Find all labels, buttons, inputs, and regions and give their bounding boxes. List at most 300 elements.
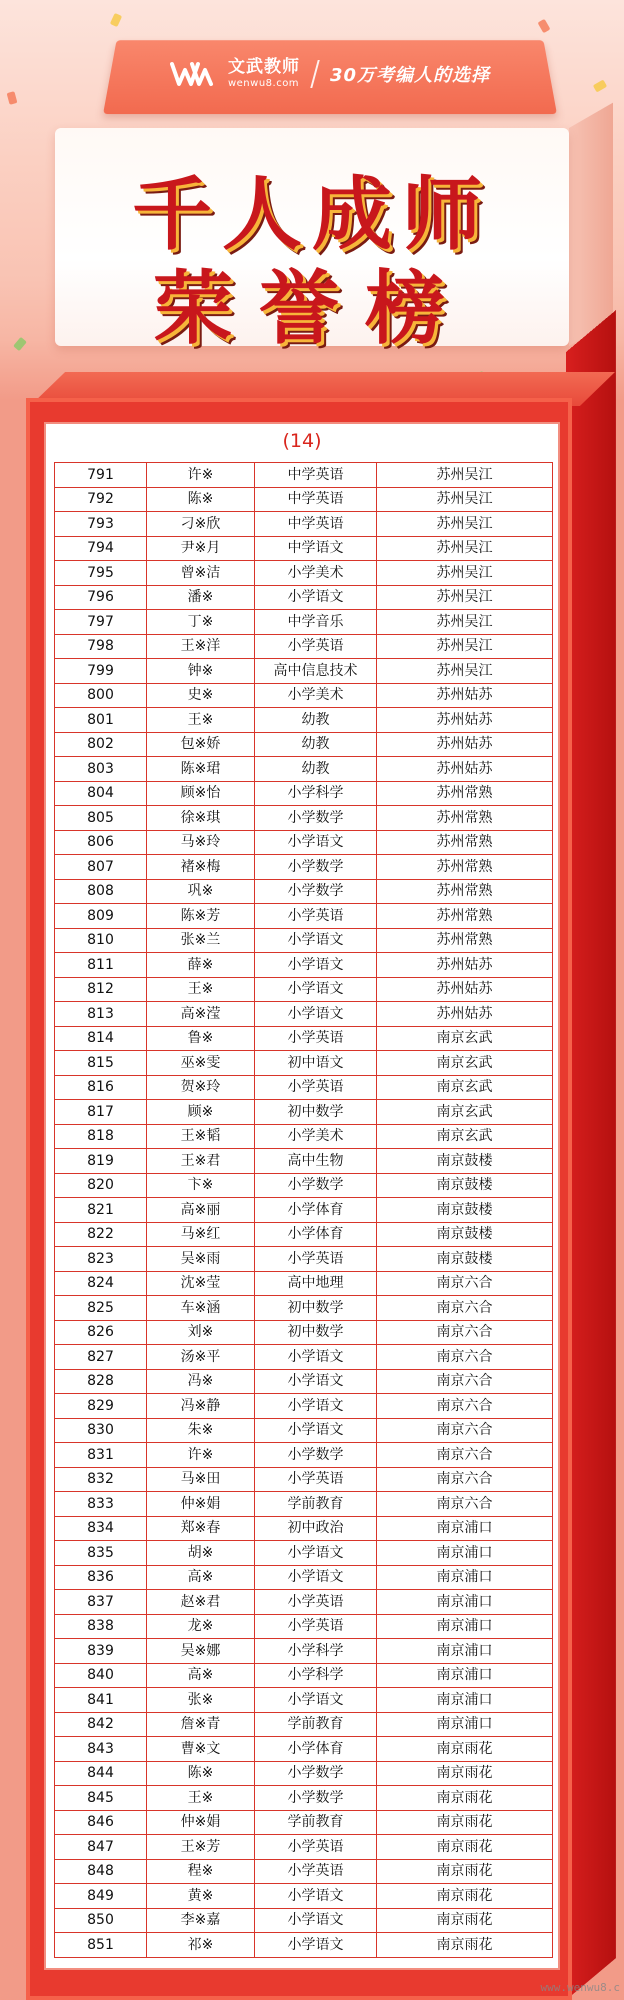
subject-cell: 小学美术 xyxy=(255,561,377,586)
row-number-cell: 803 xyxy=(55,757,147,782)
table-row xyxy=(55,1614,553,1639)
subject-cell: 小学数学 xyxy=(255,1786,377,1811)
subject-cell: 小学英语 xyxy=(255,1590,377,1615)
confetti xyxy=(110,13,122,27)
subject-cell: 小学科学 xyxy=(255,781,377,806)
region-cell: 南京浦口 xyxy=(377,1688,553,1713)
subject-cell: 小学语文 xyxy=(255,1345,377,1370)
table-row xyxy=(55,1100,553,1125)
table-row xyxy=(55,830,553,855)
teacher-name-cell: 卞※ xyxy=(147,1173,255,1198)
row-number-cell: 833 xyxy=(55,1492,147,1517)
region-cell: 南京玄武 xyxy=(377,1051,553,1076)
table-row xyxy=(55,855,553,880)
subject-cell: 小学英语 xyxy=(255,1026,377,1051)
table-row xyxy=(55,1884,553,1909)
row-number-cell: 836 xyxy=(55,1565,147,1590)
title-plaque xyxy=(55,128,569,355)
row-number-cell: 806 xyxy=(55,830,147,855)
region-cell: 苏州吴江 xyxy=(377,463,553,488)
table-row xyxy=(55,659,553,684)
table-row xyxy=(55,1859,553,1884)
teacher-name-cell: 高※ xyxy=(147,1565,255,1590)
teacher-name-cell: 李※嘉 xyxy=(147,1908,255,1933)
header-divider xyxy=(310,60,320,88)
teacher-name-cell: 史※ xyxy=(147,683,255,708)
subject-cell: 小学数学 xyxy=(255,1443,377,1468)
table-row xyxy=(55,1124,553,1149)
region-cell: 南京浦口 xyxy=(377,1639,553,1664)
region-cell: 苏州常熟 xyxy=(377,879,553,904)
row-number-cell: 816 xyxy=(55,1075,147,1100)
teacher-name-cell: 巫※雯 xyxy=(147,1051,255,1076)
region-cell: 苏州姑苏 xyxy=(377,977,553,1002)
table-row xyxy=(55,1198,553,1223)
subject-cell: 小学数学 xyxy=(255,879,377,904)
table-row xyxy=(55,1051,553,1076)
table-row xyxy=(55,1002,553,1027)
subject-cell: 初中语文 xyxy=(255,1051,377,1076)
row-number-cell: 805 xyxy=(55,806,147,831)
subject-cell: 中学音乐 xyxy=(255,610,377,635)
teacher-name-cell: 徐※琪 xyxy=(147,806,255,831)
row-number-cell: 827 xyxy=(55,1345,147,1370)
region-cell: 南京六合 xyxy=(377,1296,553,1321)
region-cell: 南京六合 xyxy=(377,1418,553,1443)
subject-cell: 小学数学 xyxy=(255,855,377,880)
teacher-name-cell: 潘※ xyxy=(147,585,255,610)
teacher-name-cell: 马※玲 xyxy=(147,830,255,855)
region-cell: 南京六合 xyxy=(377,1492,553,1517)
row-number-cell: 829 xyxy=(55,1394,147,1419)
row-number-cell: 796 xyxy=(55,585,147,610)
teacher-name-cell: 王※ xyxy=(147,708,255,733)
region-cell: 南京雨花 xyxy=(377,1737,553,1762)
subject-cell: 小学语文 xyxy=(255,1541,377,1566)
region-cell: 南京浦口 xyxy=(377,1565,553,1590)
table-row xyxy=(55,1394,553,1419)
teacher-name-cell: 陈※珺 xyxy=(147,757,255,782)
row-number-cell: 847 xyxy=(55,1835,147,1860)
honor-table-body xyxy=(55,463,553,1958)
subject-cell: 学前教育 xyxy=(255,1810,377,1835)
row-number-cell: 810 xyxy=(55,928,147,953)
table-row xyxy=(55,610,553,635)
row-number-cell: 830 xyxy=(55,1418,147,1443)
region-cell: 南京玄武 xyxy=(377,1100,553,1125)
subject-cell: 小学语文 xyxy=(255,830,377,855)
subject-cell: 小学英语 xyxy=(255,1614,377,1639)
teacher-name-cell: 马※红 xyxy=(147,1222,255,1247)
table-row xyxy=(55,1712,553,1737)
row-number-cell: 804 xyxy=(55,781,147,806)
region-cell: 苏州姑苏 xyxy=(377,732,553,757)
subject-cell: 小学语文 xyxy=(255,1565,377,1590)
teacher-name-cell: 沈※莹 xyxy=(147,1271,255,1296)
teacher-name-cell: 丁※ xyxy=(147,610,255,635)
row-number-cell: 792 xyxy=(55,487,147,512)
teacher-name-cell: 詹※青 xyxy=(147,1712,255,1737)
box-side xyxy=(566,310,616,2000)
subject-cell: 小学语文 xyxy=(255,1418,377,1443)
row-number-cell: 851 xyxy=(55,1933,147,1958)
header-bar xyxy=(120,50,540,98)
teacher-name-cell: 尹※月 xyxy=(147,536,255,561)
row-number-cell: 839 xyxy=(55,1639,147,1664)
subject-cell: 小学语文 xyxy=(255,585,377,610)
subject-cell: 小学语文 xyxy=(255,977,377,1002)
teacher-name-cell: 冯※ xyxy=(147,1369,255,1394)
row-number-cell: 841 xyxy=(55,1688,147,1713)
table-row xyxy=(55,536,553,561)
region-cell: 南京浦口 xyxy=(377,1663,553,1688)
subject-cell: 小学美术 xyxy=(255,1124,377,1149)
brand-logo xyxy=(228,59,300,89)
teacher-name-cell: 程※ xyxy=(147,1859,255,1884)
teacher-name-cell: 曹※文 xyxy=(147,1737,255,1762)
subject-cell: 小学科学 xyxy=(255,1663,377,1688)
teacher-name-cell: 赵※君 xyxy=(147,1590,255,1615)
honor-list-panel xyxy=(44,422,560,1970)
region-cell: 苏州姑苏 xyxy=(377,953,553,978)
subject-cell: 小学英语 xyxy=(255,1467,377,1492)
region-cell: 南京鼓楼 xyxy=(377,1247,553,1272)
teacher-name-cell: 许※ xyxy=(147,463,255,488)
table-row xyxy=(55,1418,553,1443)
region-cell: 苏州吴江 xyxy=(377,512,553,537)
table-row xyxy=(55,1663,553,1688)
region-cell: 南京浦口 xyxy=(377,1541,553,1566)
table-row xyxy=(55,463,553,488)
row-number-cell: 844 xyxy=(55,1761,147,1786)
brand-name-cn: 文武教师 xyxy=(227,57,300,77)
subject-cell: 小学英语 xyxy=(255,1835,377,1860)
region-cell: 苏州常熟 xyxy=(377,928,553,953)
subject-cell: 小学语文 xyxy=(255,928,377,953)
subject-cell: 小学体育 xyxy=(255,1737,377,1762)
table-row xyxy=(55,1908,553,1933)
region-cell: 南京玄武 xyxy=(377,1075,553,1100)
subject-cell: 小学英语 xyxy=(255,904,377,929)
region-cell: 苏州姑苏 xyxy=(377,708,553,733)
region-cell: 苏州常熟 xyxy=(377,806,553,831)
subject-cell: 小学语文 xyxy=(255,1369,377,1394)
row-number-cell: 819 xyxy=(55,1149,147,1174)
table-row xyxy=(55,879,553,904)
table-row xyxy=(55,1320,553,1345)
table-row xyxy=(55,1590,553,1615)
teacher-name-cell: 顾※怡 xyxy=(147,781,255,806)
table-row xyxy=(55,781,553,806)
region-cell: 南京六合 xyxy=(377,1369,553,1394)
teacher-name-cell: 陈※ xyxy=(147,1761,255,1786)
region-cell: 南京鼓楼 xyxy=(377,1222,553,1247)
row-number-cell: 825 xyxy=(55,1296,147,1321)
honor-table xyxy=(54,462,553,1958)
subject-cell: 初中数学 xyxy=(255,1320,377,1345)
region-cell: 苏州吴江 xyxy=(377,561,553,586)
table-row xyxy=(55,708,553,733)
table-row xyxy=(55,1810,553,1835)
subject-cell: 初中数学 xyxy=(255,1296,377,1321)
row-number-cell: 809 xyxy=(55,904,147,929)
teacher-name-cell: 钟※ xyxy=(147,659,255,684)
title-line-2: 荣誉榜 xyxy=(153,261,471,355)
title-line-1: 千人成师 xyxy=(132,167,492,261)
table-row xyxy=(55,1516,553,1541)
teacher-name-cell: 仲※娟 xyxy=(147,1492,255,1517)
table-row xyxy=(55,1026,553,1051)
teacher-name-cell: 陈※ xyxy=(147,487,255,512)
region-cell: 南京雨花 xyxy=(377,1933,553,1958)
row-number-cell: 795 xyxy=(55,561,147,586)
row-number-cell: 802 xyxy=(55,732,147,757)
teacher-name-cell: 高※ xyxy=(147,1663,255,1688)
row-number-cell: 791 xyxy=(55,463,147,488)
table-row xyxy=(55,904,553,929)
subject-cell: 中学英语 xyxy=(255,487,377,512)
table-row xyxy=(55,634,553,659)
teacher-name-cell: 祁※ xyxy=(147,1933,255,1958)
table-row xyxy=(55,1933,553,1958)
row-number-cell: 826 xyxy=(55,1320,147,1345)
row-number-cell: 811 xyxy=(55,953,147,978)
region-cell: 苏州吴江 xyxy=(377,610,553,635)
row-number-cell: 801 xyxy=(55,708,147,733)
region-cell: 苏州吴江 xyxy=(377,487,553,512)
row-number-cell: 821 xyxy=(55,1198,147,1223)
row-number-cell: 820 xyxy=(55,1173,147,1198)
subject-cell: 小学科学 xyxy=(255,1639,377,1664)
row-number-cell: 848 xyxy=(55,1859,147,1884)
table-row xyxy=(55,1786,553,1811)
subject-cell: 幼教 xyxy=(255,708,377,733)
subject-cell: 小学数学 xyxy=(255,1173,377,1198)
subject-cell: 学前教育 xyxy=(255,1712,377,1737)
region-cell: 南京六合 xyxy=(377,1345,553,1370)
subject-cell: 高中信息技术 xyxy=(255,659,377,684)
subject-cell: 高中地理 xyxy=(255,1271,377,1296)
region-cell: 南京雨花 xyxy=(377,1884,553,1909)
row-number-cell: 807 xyxy=(55,855,147,880)
table-row xyxy=(55,1149,553,1174)
teacher-name-cell: 顾※ xyxy=(147,1100,255,1125)
subject-cell: 幼教 xyxy=(255,732,377,757)
teacher-name-cell: 高※滢 xyxy=(147,1002,255,1027)
table-row xyxy=(55,953,553,978)
region-cell: 南京雨花 xyxy=(377,1859,553,1884)
row-number-cell: 794 xyxy=(55,536,147,561)
row-number-cell: 823 xyxy=(55,1247,147,1272)
row-number-cell: 832 xyxy=(55,1467,147,1492)
subject-cell: 小学语文 xyxy=(255,1908,377,1933)
table-row xyxy=(55,1639,553,1664)
region-cell: 苏州姑苏 xyxy=(377,1002,553,1027)
teacher-name-cell: 王※韬 xyxy=(147,1124,255,1149)
row-number-cell: 845 xyxy=(55,1786,147,1811)
region-cell: 南京六合 xyxy=(377,1271,553,1296)
table-row xyxy=(55,928,553,953)
confetti xyxy=(7,91,18,105)
region-cell: 南京六合 xyxy=(377,1467,553,1492)
row-number-cell: 798 xyxy=(55,634,147,659)
subject-cell: 小学体育 xyxy=(255,1222,377,1247)
teacher-name-cell: 王※ xyxy=(147,1786,255,1811)
row-number-cell: 815 xyxy=(55,1051,147,1076)
row-number-cell: 834 xyxy=(55,1516,147,1541)
region-cell: 南京玄武 xyxy=(377,1026,553,1051)
region-cell: 南京六合 xyxy=(377,1394,553,1419)
teacher-name-cell: 高※丽 xyxy=(147,1198,255,1223)
subject-cell: 小学英语 xyxy=(255,1247,377,1272)
teacher-name-cell: 曾※洁 xyxy=(147,561,255,586)
table-row xyxy=(55,1075,553,1100)
table-row xyxy=(55,1467,553,1492)
region-cell: 南京浦口 xyxy=(377,1516,553,1541)
subject-cell: 小学语文 xyxy=(255,1933,377,1958)
row-number-cell: 824 xyxy=(55,1271,147,1296)
teacher-name-cell: 汤※平 xyxy=(147,1345,255,1370)
row-number-cell: 838 xyxy=(55,1614,147,1639)
teacher-name-cell: 包※娇 xyxy=(147,732,255,757)
region-cell: 南京六合 xyxy=(377,1443,553,1468)
table-row xyxy=(55,1541,553,1566)
region-cell: 南京鼓楼 xyxy=(377,1173,553,1198)
region-cell: 苏州吴江 xyxy=(377,536,553,561)
slogan: 30万考编人的选择 xyxy=(329,65,491,86)
teacher-name-cell: 郑※春 xyxy=(147,1516,255,1541)
table-row xyxy=(55,1443,553,1468)
confetti xyxy=(13,337,27,351)
teacher-name-cell: 龙※ xyxy=(147,1614,255,1639)
row-number-cell: 814 xyxy=(55,1026,147,1051)
region-cell: 苏州常熟 xyxy=(377,830,553,855)
row-number-cell: 808 xyxy=(55,879,147,904)
subject-cell: 小学数学 xyxy=(255,1761,377,1786)
wenwu-logo-icon xyxy=(170,60,214,88)
region-cell: 南京雨花 xyxy=(377,1761,553,1786)
region-cell: 南京浦口 xyxy=(377,1712,553,1737)
region-cell: 苏州姑苏 xyxy=(377,757,553,782)
teacher-name-cell: 黄※ xyxy=(147,1884,255,1909)
confetti xyxy=(538,19,551,33)
teacher-name-cell: 张※兰 xyxy=(147,928,255,953)
row-number-cell: 835 xyxy=(55,1541,147,1566)
row-number-cell: 849 xyxy=(55,1884,147,1909)
row-number-cell: 813 xyxy=(55,1002,147,1027)
teacher-name-cell: 吴※娜 xyxy=(147,1639,255,1664)
row-number-cell: 831 xyxy=(55,1443,147,1468)
subject-cell: 初中政治 xyxy=(255,1516,377,1541)
row-number-cell: 818 xyxy=(55,1124,147,1149)
region-cell: 苏州姑苏 xyxy=(377,683,553,708)
region-cell: 苏州吴江 xyxy=(377,585,553,610)
row-number-cell: 817 xyxy=(55,1100,147,1125)
table-row xyxy=(55,487,553,512)
teacher-name-cell: 吴※雨 xyxy=(147,1247,255,1272)
teacher-name-cell: 薛※ xyxy=(147,953,255,978)
subject-cell: 中学语文 xyxy=(255,536,377,561)
subject-cell: 小学语文 xyxy=(255,1688,377,1713)
teacher-name-cell: 马※田 xyxy=(147,1467,255,1492)
teacher-name-cell: 许※ xyxy=(147,1443,255,1468)
subject-cell: 小学英语 xyxy=(255,634,377,659)
row-number-cell: 799 xyxy=(55,659,147,684)
region-cell: 苏州常熟 xyxy=(377,904,553,929)
subject-cell: 初中数学 xyxy=(255,1100,377,1125)
subject-cell: 高中生物 xyxy=(255,1149,377,1174)
table-row xyxy=(55,977,553,1002)
row-number-cell: 797 xyxy=(55,610,147,635)
table-row xyxy=(55,1173,553,1198)
teacher-name-cell: 冯※静 xyxy=(147,1394,255,1419)
table-row xyxy=(55,1345,553,1370)
row-number-cell: 846 xyxy=(55,1810,147,1835)
region-cell: 南京雨花 xyxy=(377,1786,553,1811)
table-row xyxy=(55,806,553,831)
subject-cell: 学前教育 xyxy=(255,1492,377,1517)
table-row xyxy=(55,512,553,537)
subject-cell: 中学英语 xyxy=(255,512,377,537)
confetti xyxy=(593,80,607,93)
table-row xyxy=(55,1369,553,1394)
row-number-cell: 828 xyxy=(55,1369,147,1394)
brand-name-en: wenwu8.com xyxy=(227,78,300,89)
table-row xyxy=(55,1492,553,1517)
table-row xyxy=(55,1247,553,1272)
row-number-cell: 800 xyxy=(55,683,147,708)
row-number-cell: 842 xyxy=(55,1712,147,1737)
region-cell: 苏州吴江 xyxy=(377,634,553,659)
table-row xyxy=(55,732,553,757)
region-cell: 苏州吴江 xyxy=(377,659,553,684)
teacher-name-cell: 王※君 xyxy=(147,1149,255,1174)
table-row xyxy=(55,1296,553,1321)
subject-cell: 小学美术 xyxy=(255,683,377,708)
teacher-name-cell: 车※涵 xyxy=(147,1296,255,1321)
region-cell: 南京鼓楼 xyxy=(377,1198,553,1223)
teacher-name-cell: 贺※玲 xyxy=(147,1075,255,1100)
table-row xyxy=(55,757,553,782)
subject-cell: 小学英语 xyxy=(255,1859,377,1884)
row-number-cell: 822 xyxy=(55,1222,147,1247)
teacher-name-cell: 巩※ xyxy=(147,879,255,904)
subject-cell: 中学英语 xyxy=(255,463,377,488)
table-row xyxy=(55,561,553,586)
table-row xyxy=(55,1222,553,1247)
subject-cell: 小学语文 xyxy=(255,1002,377,1027)
subject-cell: 小学数学 xyxy=(255,806,377,831)
region-cell: 南京浦口 xyxy=(377,1590,553,1615)
teacher-name-cell: 王※芳 xyxy=(147,1835,255,1860)
teacher-name-cell: 刁※欣 xyxy=(147,512,255,537)
row-number-cell: 812 xyxy=(55,977,147,1002)
table-row xyxy=(55,1761,553,1786)
region-cell: 南京鼓楼 xyxy=(377,1149,553,1174)
region-cell: 南京玄武 xyxy=(377,1124,553,1149)
table-row xyxy=(55,1565,553,1590)
row-number-cell: 850 xyxy=(55,1908,147,1933)
subject-cell: 幼教 xyxy=(255,757,377,782)
table-row xyxy=(55,1835,553,1860)
subject-cell: 小学语文 xyxy=(255,953,377,978)
teacher-name-cell: 张※ xyxy=(147,1688,255,1713)
teacher-name-cell: 鲁※ xyxy=(147,1026,255,1051)
teacher-name-cell: 胡※ xyxy=(147,1541,255,1566)
table-row xyxy=(55,585,553,610)
watermark: www.wenwu8.c xyxy=(540,1981,620,1994)
teacher-name-cell: 刘※ xyxy=(147,1320,255,1345)
